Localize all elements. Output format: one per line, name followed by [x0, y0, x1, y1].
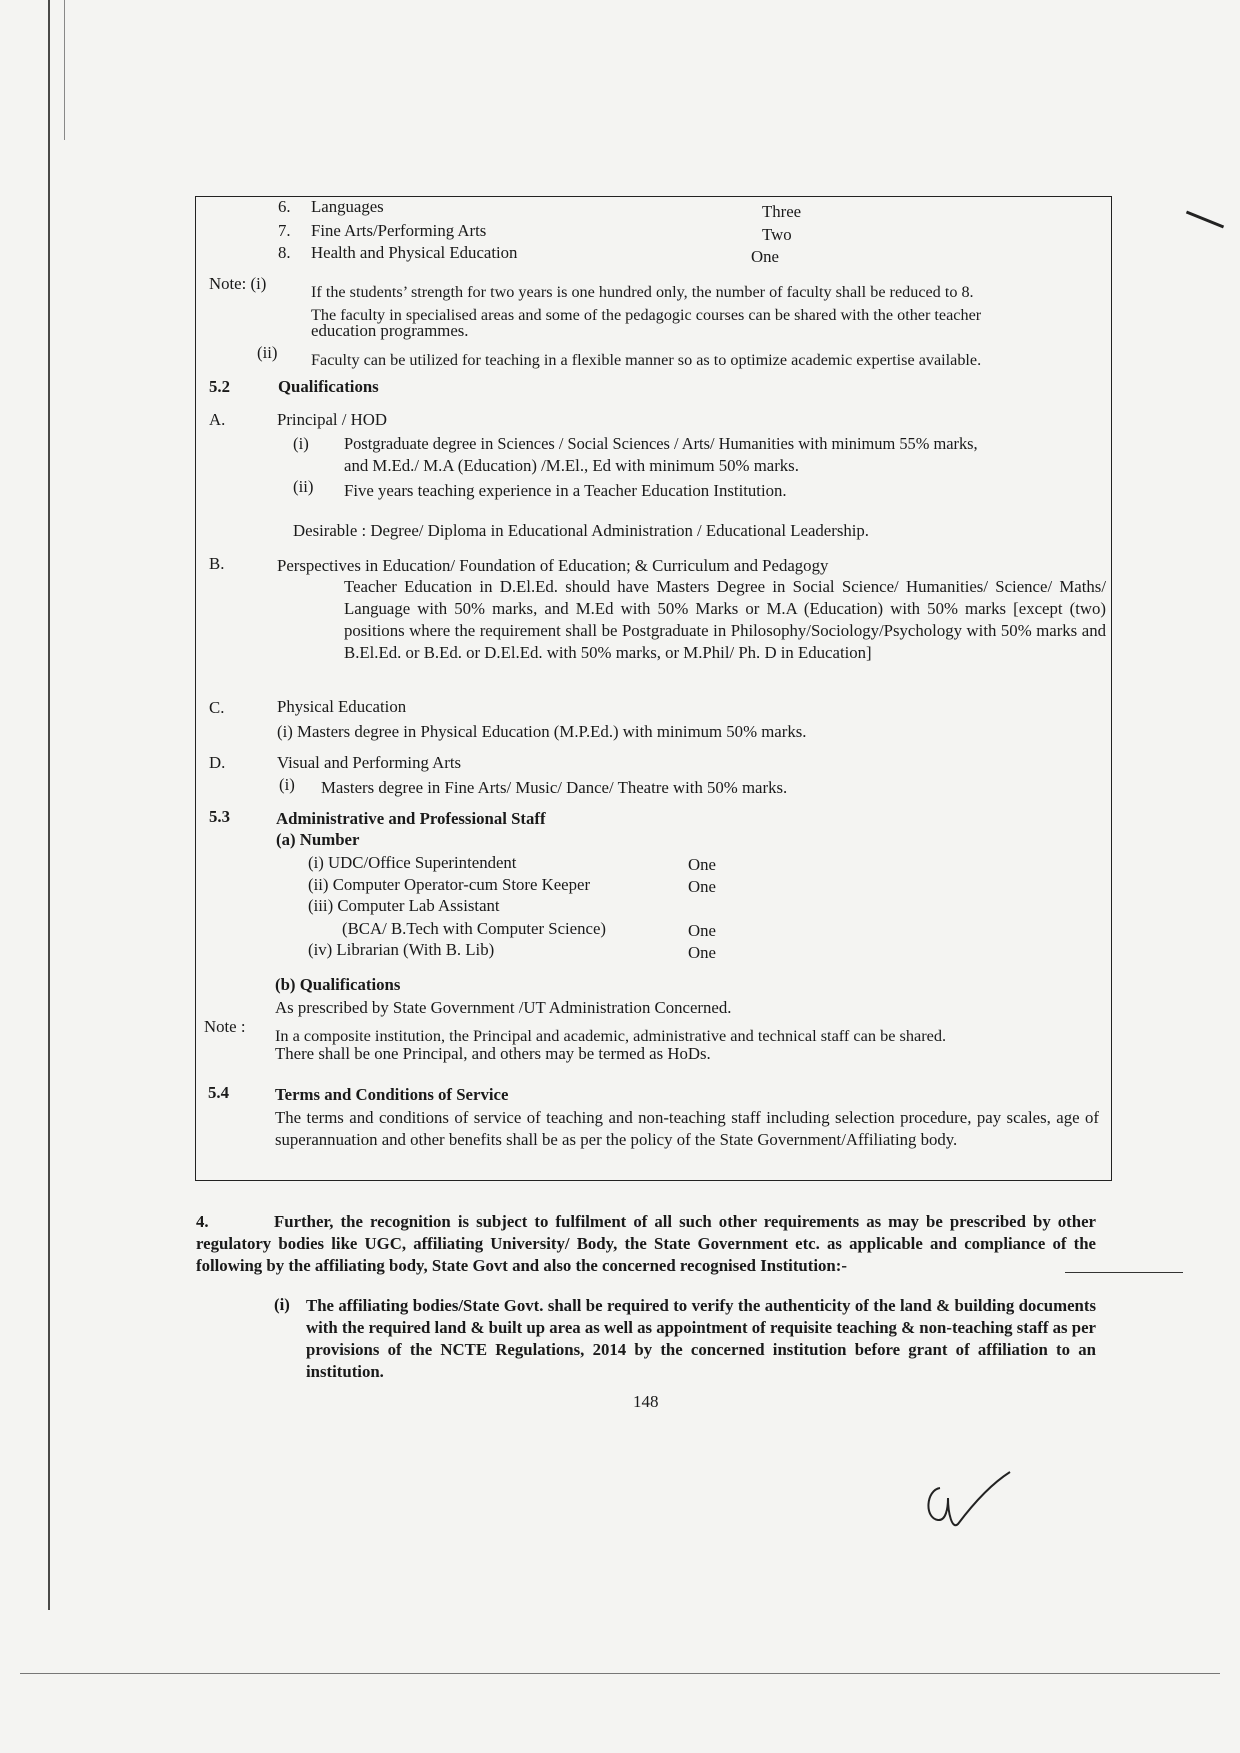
note-text: If the students’ strength for two years is one hundred only, the number of faculty shall be reduced to 8.	[311, 283, 974, 301]
item-text: The affiliating bodies/State Govt. shall be required to verify the authenticity of the land & building documents with the required land & built up area as well as appointment of requisite teaching & non-teaching staff as per provisions of the NCTE Regulations, 2014 by the concerned institution before grant of affiliation to an institution.	[306, 1296, 1096, 1381]
item-text: Masters degree in Fine Arts/ Music/ Dance/ Theatre with 50% marks.	[321, 778, 788, 797]
subsection-letter: A.	[209, 410, 226, 429]
note-label: Note :	[204, 1017, 246, 1036]
item-number: (ii)	[293, 477, 314, 496]
staff-item: (iv) Librarian (With B. Lib)	[308, 940, 495, 959]
list-item-number: 8.	[278, 243, 291, 262]
scan-edge-line	[48, 0, 50, 1610]
section-title: Administrative and Professional Staff	[276, 809, 546, 828]
staff-item: (iii) Computer Lab Assistant	[308, 896, 500, 915]
list-item-label: Languages	[311, 197, 384, 216]
section-paragraph: The terms and conditions of service of teaching and non-teaching staff including selection procedure, pay scales, age of superannuation and other benefits shall be as per the policy of the State Government/Affiliating body.	[275, 1108, 1099, 1149]
subsection-title: Physical Education	[277, 697, 407, 716]
item-text: Postgraduate degree in Sciences / Social Sciences / Arts/ Humanities with minimum 55% marks,	[344, 434, 978, 453]
item-text: Five years teaching experience in a Teacher Education Institution.	[344, 481, 787, 500]
section-number: 5.4	[208, 1083, 229, 1102]
list-item-count: Three	[762, 202, 802, 221]
scan-edge-line	[64, 0, 65, 140]
item-number: (i)	[274, 1295, 290, 1314]
pen-stroke	[1065, 1272, 1183, 1273]
list-item-label: Fine Arts/Performing Arts	[311, 221, 487, 240]
staff-item: (i) UDC/Office Superintendent	[308, 853, 517, 872]
staff-item: (BCA/ B.Tech with Computer Science)	[342, 919, 607, 938]
staff-count: One	[688, 921, 716, 940]
note-label: Note: (i)	[209, 274, 267, 293]
subsection-paragraph: Teacher Education in D.El.Ed. should have Masters Degree in Social Science/ Humanities/ Science/ Maths/ Language with 50% marks, and M.Ed with 50% Marks or M.A (Education) with 50% marks [except (two) positions where the requirement shall be Postgraduate in Philosophy/Sociology/Psychology with 50% marks and B.El.Ed. or B.Ed. or D.El.Ed. with 50% marks, or M.Phil/ Ph. D in Education]	[344, 577, 1106, 662]
note-text: There shall be one Principal, and others may be termed as HoDs.	[275, 1044, 711, 1063]
note-text: Faculty can be utilized for teaching in a flexible manner so as to optimize academic expertise available.	[311, 351, 982, 369]
list-item-number: 6.	[278, 197, 291, 216]
list-item-number: 7.	[278, 221, 291, 240]
section-number: 5.3	[209, 807, 230, 826]
paragraph-number: 4.	[196, 1212, 209, 1231]
scan-mark	[1186, 211, 1224, 229]
staff-count: One	[688, 877, 716, 896]
item-number: (i)	[279, 775, 295, 794]
section-title: Terms and Conditions of Service	[275, 1085, 509, 1104]
list-item-label: Health and Physical Education	[311, 243, 518, 262]
subsection-title: (a) Number	[276, 830, 360, 849]
section-title: Qualifications	[278, 377, 379, 396]
subsection-letter: B.	[209, 554, 225, 573]
item-number: (i)	[293, 434, 309, 453]
paragraph-4	[196, 1211, 1096, 1277]
note-text: In a composite institution, the Principal and academic, administrative and technical staff can be shared.	[275, 1026, 947, 1045]
staff-count: One	[688, 943, 716, 962]
desirable-text: Desirable : Degree/ Diploma in Educational Administration / Educational Leadership.	[293, 521, 869, 540]
item-text: and M.Ed./ M.A (Education) /M.El., Ed with minimum 50% marks.	[344, 456, 799, 475]
subsection-letter: D.	[209, 753, 226, 772]
subsection-letter: C.	[209, 698, 225, 717]
scan-bottom-line	[20, 1673, 1220, 1674]
note-item-number: (ii)	[257, 343, 278, 362]
note-text: education programmes.	[311, 321, 469, 340]
page-number: 148	[633, 1392, 659, 1411]
staff-item: (ii) Computer Operator-cum Store Keeper	[308, 875, 591, 894]
qualification-text: As prescribed by State Government /UT Administration Concerned.	[275, 998, 732, 1017]
list-item-count: Two	[762, 225, 792, 244]
list-item-count: One	[751, 247, 779, 266]
paragraph-text: Further, the recognition is subject to fulfilment of all such other requirements as may be prescribed by other regulatory bodies like UGC, affiliating University/ Body, the State Government etc. as applicable and compliance of the following by the affiliating body, State Govt and also the concerned recognised Institution:-	[196, 1212, 1096, 1275]
section-number: 5.2	[209, 377, 230, 396]
staff-count: One	[688, 855, 716, 874]
subsection-title: (b) Qualifications	[275, 975, 401, 994]
subsection-title: Principal / HOD	[277, 410, 387, 429]
handwritten-signature	[918, 1468, 1028, 1548]
item-text: (i) Masters degree in Physical Education (M.P.Ed.) with minimum 50% marks.	[277, 722, 807, 741]
note-text: The faculty in specialised areas and some of the pedagogic courses can be shared with the other teacher	[311, 306, 982, 324]
subsection-title: Perspectives in Education/ Foundation of Education; & Curriculum and Pedagogy	[277, 556, 829, 575]
subsection-title: Visual and Performing Arts	[277, 753, 462, 772]
